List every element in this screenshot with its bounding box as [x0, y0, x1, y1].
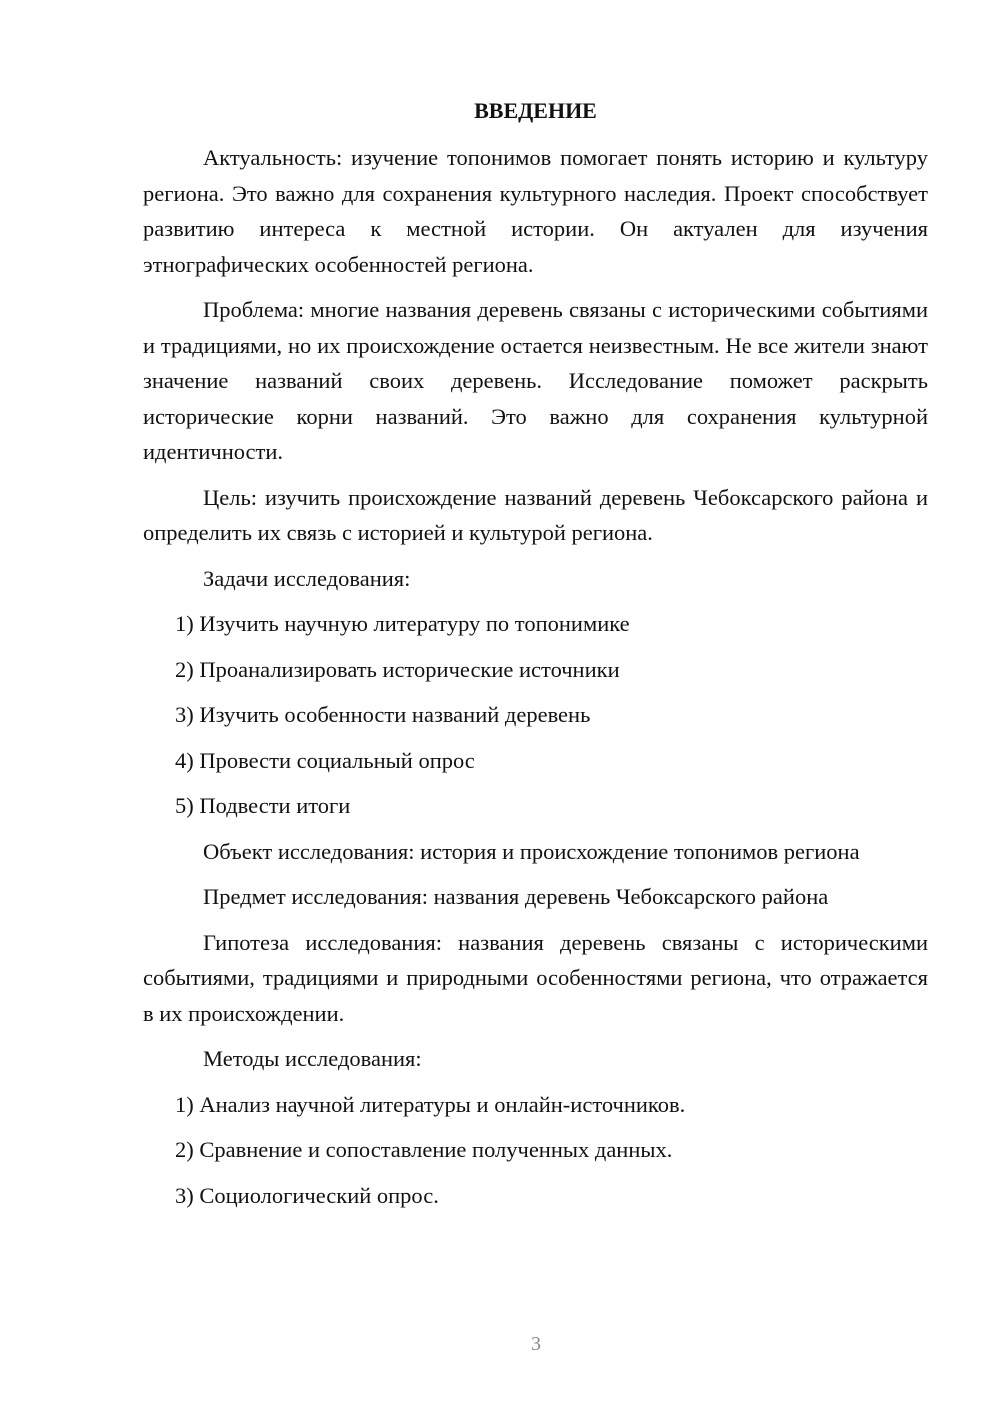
object-paragraph: Объект исследования: история и происхождение топонимов региона — [203, 838, 860, 864]
list-item: 5) Подвести итоги — [175, 793, 351, 818]
list-item: 3) Изучить особенности названий деревень — [175, 702, 591, 727]
goal-paragraph: Цель: изучить происхождение названий деревень Чебоксарского района и определить их связь с историей и культурой региона. — [143, 484, 928, 545]
list-item: 1) Изучить научную литературу по топонимике — [175, 611, 630, 636]
methods-heading: Методы исследования: — [203, 1046, 422, 1071]
list-item: 3) Социологический опрос. — [175, 1182, 439, 1208]
list-item: 4) Провести социальный опрос — [175, 747, 475, 773]
subject-paragraph: Предмет исследования: названия деревень Чебоксарского района — [203, 884, 829, 909]
hypothesis-paragraph: Гипотеза исследования: названия деревень связаны с историческими событиями, традициями и природными особенностями региона, что отражается в их происхождении. — [143, 929, 928, 1026]
problem-paragraph: Проблема: многие названия деревень связаны с историческими событиями и традициями, но их происхождение остается неизвестным. Не все жители знают значение названий своих деревень. Исследование поможет раскрыть исторические корни названий. Это важно для сохранения культурной идентичности. — [143, 297, 928, 464]
methods-list — [143, 1087, 928, 1214]
tasks-heading: Задачи исследования: — [203, 565, 411, 591]
page-number: 3 — [531, 1333, 541, 1355]
list-item: 2) Проанализировать исторические источники — [175, 656, 620, 682]
list-item: 2) Сравнение и сопоставление полученных данных. — [175, 1137, 673, 1162]
list-item: 1) Анализ научной литературы и онлайн-источников. — [175, 1091, 686, 1117]
document-body — [143, 140, 928, 1223]
page-title: ВВЕДЕНИЕ — [474, 98, 597, 123]
relevance-paragraph: Актуальность: изучение топонимов помогает понять историю и культуру региона. Это важно для сохранения культурного наследия. Проект способствует развитию интереса к местной истории. Он актуален для изучения этнографических особенностей региона. — [143, 145, 928, 277]
tasks-list — [143, 606, 928, 824]
